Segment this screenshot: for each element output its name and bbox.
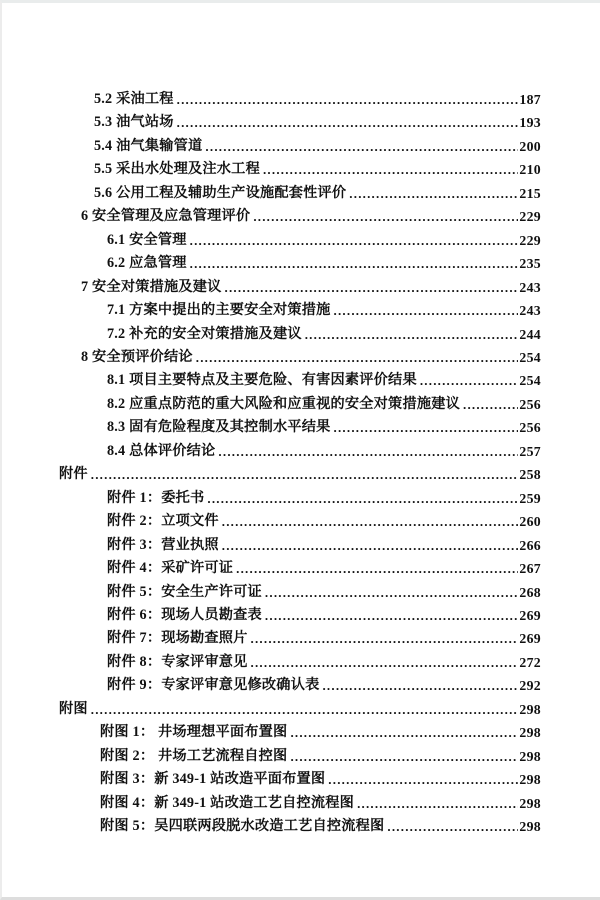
toc-entry-page: 187 xyxy=(519,92,541,107)
dot-leader xyxy=(91,698,519,721)
toc-entry-label: 附件 8：专家评审意见 xyxy=(107,653,248,670)
toc-entry xyxy=(107,229,541,252)
toc-entry xyxy=(107,674,541,697)
dot-leader xyxy=(177,88,519,111)
toc-entry xyxy=(100,721,541,744)
toc-entry xyxy=(94,158,541,181)
toc-entry-label: 附图 5：吴四联两段脱水改造工艺自控流程图 xyxy=(100,818,385,835)
toc-entry-page: 298 xyxy=(519,748,541,764)
toc-entry xyxy=(100,792,541,815)
toc-entry-label: 附图 xyxy=(59,700,88,717)
toc-entry-page: 268 xyxy=(519,584,541,600)
toc-entry-label: 7 安全对策措施及建议 xyxy=(81,278,222,295)
toc-entry-label: 附件 6：现场人员勘查表 xyxy=(107,606,262,623)
toc-list xyxy=(2,3,600,839)
dot-leader xyxy=(253,205,518,228)
toc-entry-page: 269 xyxy=(519,607,541,623)
dot-leader xyxy=(207,487,518,510)
toc-entry xyxy=(107,604,541,627)
toc-entry-page: 243 xyxy=(519,279,541,295)
toc-section-attachments xyxy=(59,463,541,486)
toc-entry xyxy=(94,88,541,111)
dot-leader xyxy=(251,627,519,650)
toc-entry xyxy=(107,416,541,439)
toc-entry-label: 8 安全预评价结论 xyxy=(81,348,193,365)
toc-entry-label: 5.5 采出水处理及注水工程 xyxy=(94,161,260,178)
toc-entry-page: 257 xyxy=(519,443,541,459)
dot-leader xyxy=(463,393,518,416)
toc-entry-label: 附图 1： 井场理想平面布置图 xyxy=(100,724,288,741)
toc-entry-page: 200 xyxy=(519,138,541,154)
dot-leader xyxy=(328,768,518,791)
toc-entry-page: 243 xyxy=(519,303,541,319)
dot-leader xyxy=(387,815,518,838)
toc-entry-page: 229 xyxy=(519,232,541,248)
toc-entry xyxy=(107,627,541,650)
toc-entry-page: 256 xyxy=(519,396,541,412)
dot-leader xyxy=(190,252,519,275)
dot-leader xyxy=(357,792,518,815)
toc-entry xyxy=(107,440,541,463)
toc-entry xyxy=(107,369,541,392)
toc-entry xyxy=(100,745,541,768)
dot-leader xyxy=(177,111,519,134)
toc-entry xyxy=(107,534,541,557)
toc-entry-label: 7.2 补充的安全对策措施及建议 xyxy=(107,325,302,342)
toc-entry xyxy=(107,252,541,275)
dot-leader xyxy=(218,440,518,463)
dot-leader xyxy=(349,182,518,205)
toc-entry-label: 附图 4：新 349-1 站改造工艺自控流程图 xyxy=(100,794,355,811)
toc-entry-label: 8.4 总体评价结论 xyxy=(107,442,216,459)
toc-chapter xyxy=(81,205,541,228)
toc-entry-label: 附件 3：营业执照 xyxy=(107,536,219,553)
toc-entry-label: 5.2 采油工程 xyxy=(94,91,174,107)
toc-entry-label: 6 安全管理及应急管理评价 xyxy=(81,208,251,225)
toc-entry-page: 267 xyxy=(519,561,541,577)
toc-entry xyxy=(107,299,541,322)
dot-leader xyxy=(265,581,518,604)
toc-entry-page: 298 xyxy=(519,795,541,811)
toc-entry-page: 298 xyxy=(519,772,541,788)
toc-entry-label: 附件 5：安全生产许可证 xyxy=(107,583,262,600)
dot-leader xyxy=(263,158,518,181)
toc-chapter xyxy=(81,276,541,299)
toc-entry-page: 215 xyxy=(519,185,541,201)
toc-entry-label: 附件 2：立项文件 xyxy=(107,513,219,530)
toc-entry-page: 272 xyxy=(519,654,541,670)
dot-leader xyxy=(265,604,518,627)
toc-entry xyxy=(107,323,541,346)
toc-entry-label: 5.4 油气集输管道 xyxy=(94,137,203,154)
toc-entry xyxy=(94,182,541,205)
toc-entry-page: 229 xyxy=(519,209,541,225)
dot-leader xyxy=(222,510,519,533)
toc-entry-page: 193 xyxy=(519,115,541,131)
toc-entry-label: 附件 9：专家评审意见修改确认表 xyxy=(107,677,320,694)
dot-leader xyxy=(236,557,518,580)
toc-entry-label: 8.1 项目主要特点及主要危险、有害因素评价结果 xyxy=(107,372,417,389)
toc-entry-page: 244 xyxy=(519,326,541,342)
dot-leader xyxy=(290,745,518,768)
dot-leader xyxy=(190,229,519,252)
toc-entry-page: 259 xyxy=(519,490,541,506)
toc-entry-page: 254 xyxy=(519,373,541,389)
toc-entry xyxy=(107,510,541,533)
toc-entry-label: 5.3 油气站场 xyxy=(94,114,174,131)
toc-entry-page: 254 xyxy=(519,349,541,365)
dot-leader xyxy=(225,276,519,299)
dot-leader xyxy=(91,463,519,486)
toc-section-figures xyxy=(59,698,541,721)
dot-leader xyxy=(420,369,519,392)
toc-entry-page: 258 xyxy=(519,467,541,483)
toc-entry-label: 6.1 安全管理 xyxy=(107,231,187,248)
dot-leader xyxy=(205,135,518,158)
toc-entry-label: 附图 2： 井场工艺流程自控图 xyxy=(100,747,288,764)
toc-entry-page: 266 xyxy=(519,537,541,553)
toc-entry-label: 附件 7：现场勘查照片 xyxy=(107,630,248,647)
dot-leader xyxy=(322,674,518,697)
dot-leader xyxy=(222,534,519,557)
toc-entry-label: 7.1 方案中提出的主要安全对策措施 xyxy=(107,302,331,319)
toc-entry xyxy=(100,768,541,791)
toc-entry-label: 附件 xyxy=(59,466,88,483)
toc-entry xyxy=(107,651,541,674)
toc-entry xyxy=(100,815,541,838)
toc-entry-page: 298 xyxy=(519,725,541,741)
toc-entry xyxy=(94,135,541,158)
dot-leader xyxy=(196,346,519,369)
toc-entry-page: 210 xyxy=(519,162,541,178)
toc-entry-page: 269 xyxy=(519,631,541,647)
toc-entry xyxy=(107,581,541,604)
dot-leader xyxy=(305,323,519,346)
toc-entry-page: 298 xyxy=(519,819,541,835)
dot-leader xyxy=(334,299,519,322)
toc-entry-page: 235 xyxy=(519,256,541,272)
toc-entry xyxy=(94,111,541,134)
toc-chapter xyxy=(81,346,541,369)
toc-entry-page: 292 xyxy=(519,678,541,694)
dot-leader xyxy=(290,721,518,744)
toc-entry-page: 298 xyxy=(519,701,541,717)
toc-entry-label: 5.6 公用工程及辅助生产设施配套性评价 xyxy=(94,184,347,201)
toc-entry-page: 256 xyxy=(519,420,541,436)
toc-entry-label: 附图 3：新 349-1 站改造平面布置图 xyxy=(100,771,326,788)
toc-entry-label: 6.2 应急管理 xyxy=(107,255,187,272)
toc-entry-label: 8.2 应重点防范的重大风险和应重视的安全对策措施建议 xyxy=(107,395,460,412)
toc-entry xyxy=(107,393,541,416)
toc-entry xyxy=(107,557,541,580)
toc-entry-label: 8.3 固有危险程度及其控制水平结果 xyxy=(107,419,331,436)
toc-entry xyxy=(107,487,541,510)
toc-entry-page: 260 xyxy=(519,514,541,530)
dot-leader xyxy=(251,651,519,674)
toc-entry-label: 附件 1：委托书 xyxy=(107,489,205,506)
dot-leader xyxy=(334,416,519,439)
toc-entry-label: 附件 4：采矿许可证 xyxy=(107,560,234,577)
